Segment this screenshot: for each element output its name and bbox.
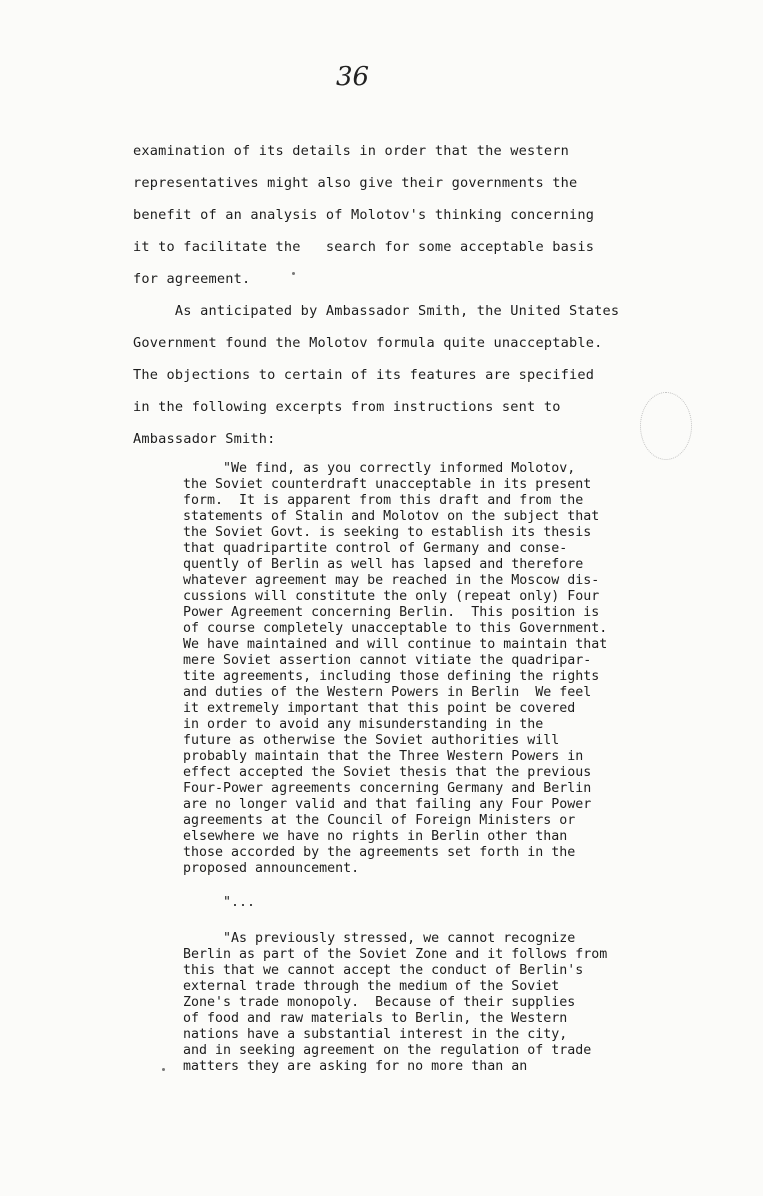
quote-line: proposed announcement. <box>183 861 360 876</box>
ellipsis-line: "... <box>183 895 256 910</box>
quote-line: of food and raw materials to Berlin, the Western <box>183 1011 568 1026</box>
quote-line: nations have a substantial interest in the city, <box>183 1027 568 1042</box>
quote-line: Berlin as part of the Soviet Zone and it follows from <box>183 947 608 962</box>
quote-line: Power Agreement concerning Berlin. This position is <box>183 605 600 620</box>
quote-line: probably maintain that the Three Western Powers in <box>183 749 584 764</box>
quote-line: and duties of the Western Powers in Berlin We feel <box>183 685 592 700</box>
body-line: examination of its details in order that the western <box>133 143 569 159</box>
body-line: As anticipated by Ambassador Smith, the United States <box>133 303 620 319</box>
ink-speck <box>162 1068 165 1071</box>
quote-line: quently of Berlin as well has lapsed and therefore <box>183 557 584 572</box>
body-line: The objections to certain of its features are specified <box>133 367 595 383</box>
archive-stamp <box>640 392 692 460</box>
quote-line: mere Soviet assertion cannot vitiate the quadripar- <box>183 653 592 668</box>
quote-line: external trade through the medium of the Soviet <box>183 979 560 994</box>
quote-line: and in seeking agreement on the regulation of trade <box>183 1043 592 1058</box>
quote-line: the Soviet Govt. is seeking to establish its thesis <box>183 525 592 540</box>
quote-line: future as otherwise the Soviet authorities will <box>183 733 560 748</box>
body-line: Ambassador Smith: <box>133 431 276 447</box>
quote-line: agreements at the Council of Foreign Ministers or <box>183 813 576 828</box>
quote-line: form. It is apparent from this draft and from the <box>183 493 584 508</box>
ink-speck <box>292 272 295 275</box>
page-number: 36 <box>336 62 370 92</box>
body-line: in the following excerpts from instructions sent to <box>133 399 561 415</box>
quote-line: are no longer valid and that failing any Four Power <box>183 797 592 812</box>
quote-line: of course completely unacceptable to this Government. <box>183 621 608 636</box>
quote-line: matters they are asking for no more than an <box>183 1059 528 1074</box>
quote-line: those accorded by the agreements set forth in the <box>183 845 576 860</box>
quote-line: in order to avoid any misunderstanding in the <box>183 717 544 732</box>
quote-line: this that we cannot accept the conduct of Berlin's <box>183 963 584 978</box>
quote-line: "We find, as you correctly informed Molotov, <box>183 461 576 476</box>
quote-line: effect accepted the Soviet thesis that the previous <box>183 765 592 780</box>
body-line: it to facilitate the search for some acceptable basis <box>133 239 595 255</box>
body-line: benefit of an analysis of Molotov's thinking concerning <box>133 207 595 223</box>
quote-line: "As previously stressed, we cannot recognize <box>183 931 576 946</box>
quote-line: whatever agreement may be reached in the Moscow dis- <box>183 573 600 588</box>
quote-line: statements of Stalin and Molotov on the subject that <box>183 509 600 524</box>
quote-line: elsewhere we have no rights in Berlin other than <box>183 829 568 844</box>
body-line: Government found the Molotov formula quite unacceptable. <box>133 335 603 351</box>
quote-line: tite agreements, including those defining the rights <box>183 669 600 684</box>
body-line: for agreement. <box>133 271 251 287</box>
quote-line: cussions will constitute the only (repeat only) Four <box>183 589 600 604</box>
quote-line: the Soviet counterdraft unacceptable in its present <box>183 477 592 492</box>
quote-line: Zone's trade monopoly. Because of their supplies <box>183 995 576 1010</box>
quote-line: Four-Power agreements concerning Germany and Berlin <box>183 781 592 796</box>
quote-line: We have maintained and will continue to maintain that <box>183 637 608 652</box>
quote-line: it extremely important that this point be covered <box>183 701 576 716</box>
quote-line: that quadripartite control of Germany and conse- <box>183 541 568 556</box>
body-line: representatives might also give their governments the <box>133 175 578 191</box>
